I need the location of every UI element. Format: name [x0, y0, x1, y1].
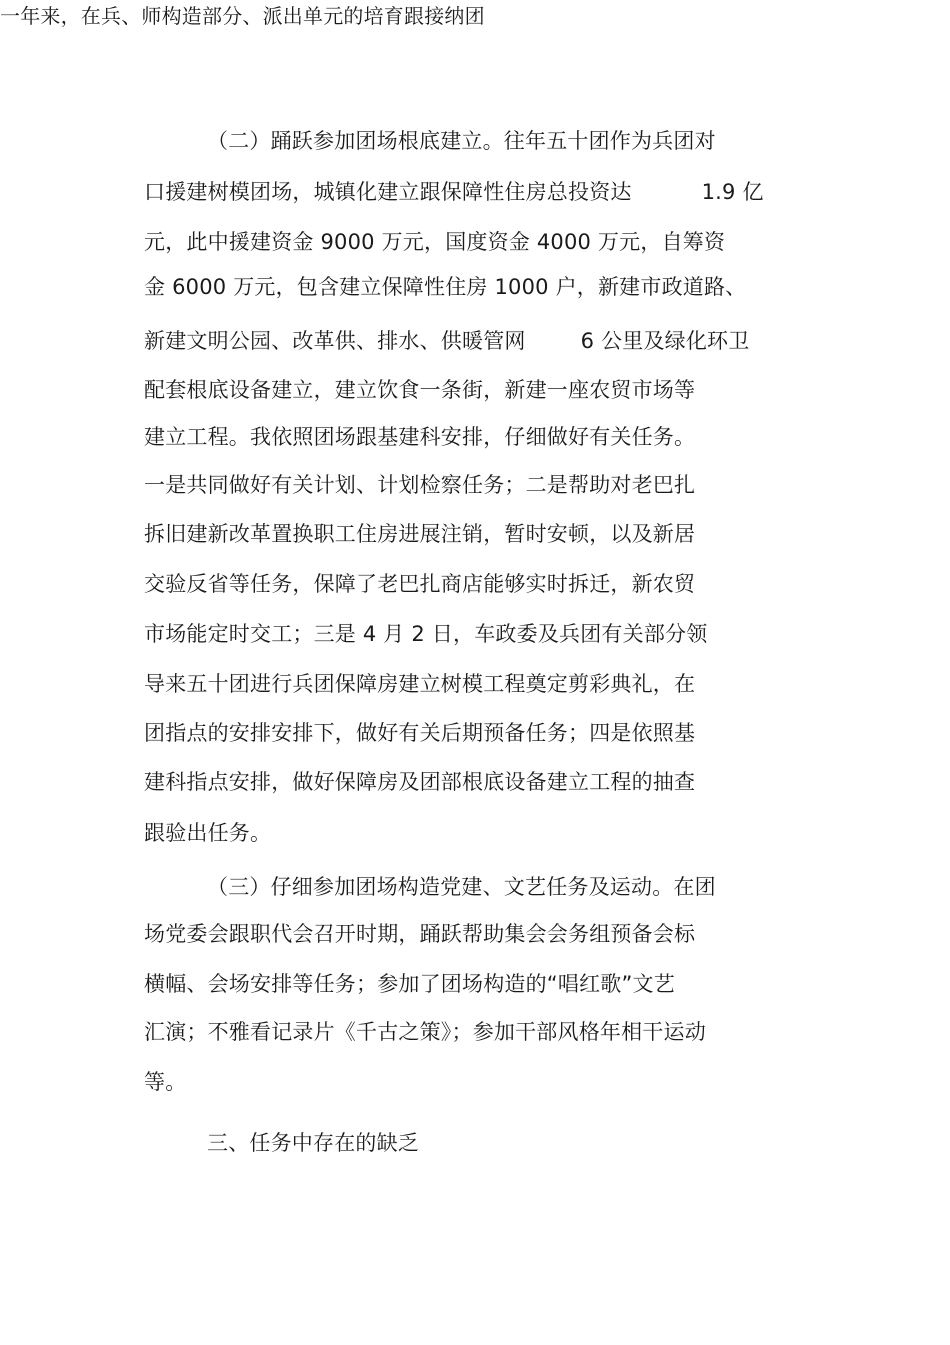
paragraph-2-line-2-text: 口援建树模团场，城镇化建立跟保障性住房总投资达 — [144, 180, 632, 204]
paragraph-2-line-5 — [144, 328, 749, 354]
header-text: 一年来，在兵、师构造部分、派出单元的培育跟接纳团 — [0, 4, 485, 28]
paragraph-2-line-12: 导来五十团进行兵团保障房建立树模工程奠定剪彩典礼，在 — [144, 672, 696, 696]
paragraph-2-line-8: 一是共同做好有关计划、计划检察任务；二是帮助对老巴扎 — [144, 473, 696, 497]
paragraph-2-line-13: 团指点的安排安排下，做好有关后期预备任务；四是依照基 — [144, 721, 696, 745]
paragraph-2-line-15: 跟验出任务。 — [144, 821, 272, 845]
paragraph-2-line-14: 建科指点安排，做好保障房及团部根底设备建立工程的抽查 — [144, 770, 696, 794]
paragraph-3-line-5: 等。 — [144, 1070, 187, 1094]
paragraph-2-line-4: 金 6000 万元，包含建立保障性住房 1000 户，新建市政道路、 — [144, 275, 747, 299]
paragraph-3-line-4: 汇演；不雅看记录片《千古之策》；参加干部风格年相干运动 — [144, 1020, 706, 1044]
paragraph-3-line-1: （三）仔细参加团场构造党建、文艺任务及运动。在团 — [207, 875, 716, 899]
paragraph-2-line-10: 交验反省等任务，保障了老巴扎商店能够实时拆迁，新农贸 — [144, 572, 696, 596]
paragraph-2-line-1: （二）踊跃参加团场根底建立。往年五十团作为兵团对 — [207, 129, 716, 153]
paragraph-3-line-3: 横幅、会场安排等任务；参加了团场构造的“唱红歌”文艺 — [144, 972, 675, 996]
paragraph-2-line-5-text: 新建文明公园、改革供、排水、供暖管网 — [144, 329, 526, 353]
paragraph-2-line-11: 市场能定时交工；三是 4 月 2 日，车政委及兵团有关部分领 — [144, 622, 708, 646]
paragraph-2-line-9: 拆旧建新改革置换职工住房进展注销，暂时安顿，以及新居 — [144, 522, 696, 546]
section-heading-3: 三、任务中存在的缺乏 — [207, 1131, 419, 1155]
paragraph-2-line-2 — [144, 179, 764, 205]
paragraph-2-line-3: 元，此中援建资金 9000 万元，国度资金 4000 万元，自筹资 — [144, 230, 726, 254]
paragraph-2-line-6: 配套根底设备建立，建立饮食一条街，新建一座农贸市场等 — [144, 378, 696, 402]
paragraph-2-line-5-distance: 6 公里及绿化环卫 — [580, 329, 750, 353]
paragraph-2-line-2-amount: 1.9 亿 — [701, 180, 764, 204]
paragraph-2-line-7: 建立工程。我依照团场跟基建科安排，仔细做好有关任务。 — [144, 425, 696, 449]
paragraph-3-line-2: 场党委会跟职代会召开时期，踊跃帮助集会会务组预备会标 — [144, 922, 696, 946]
